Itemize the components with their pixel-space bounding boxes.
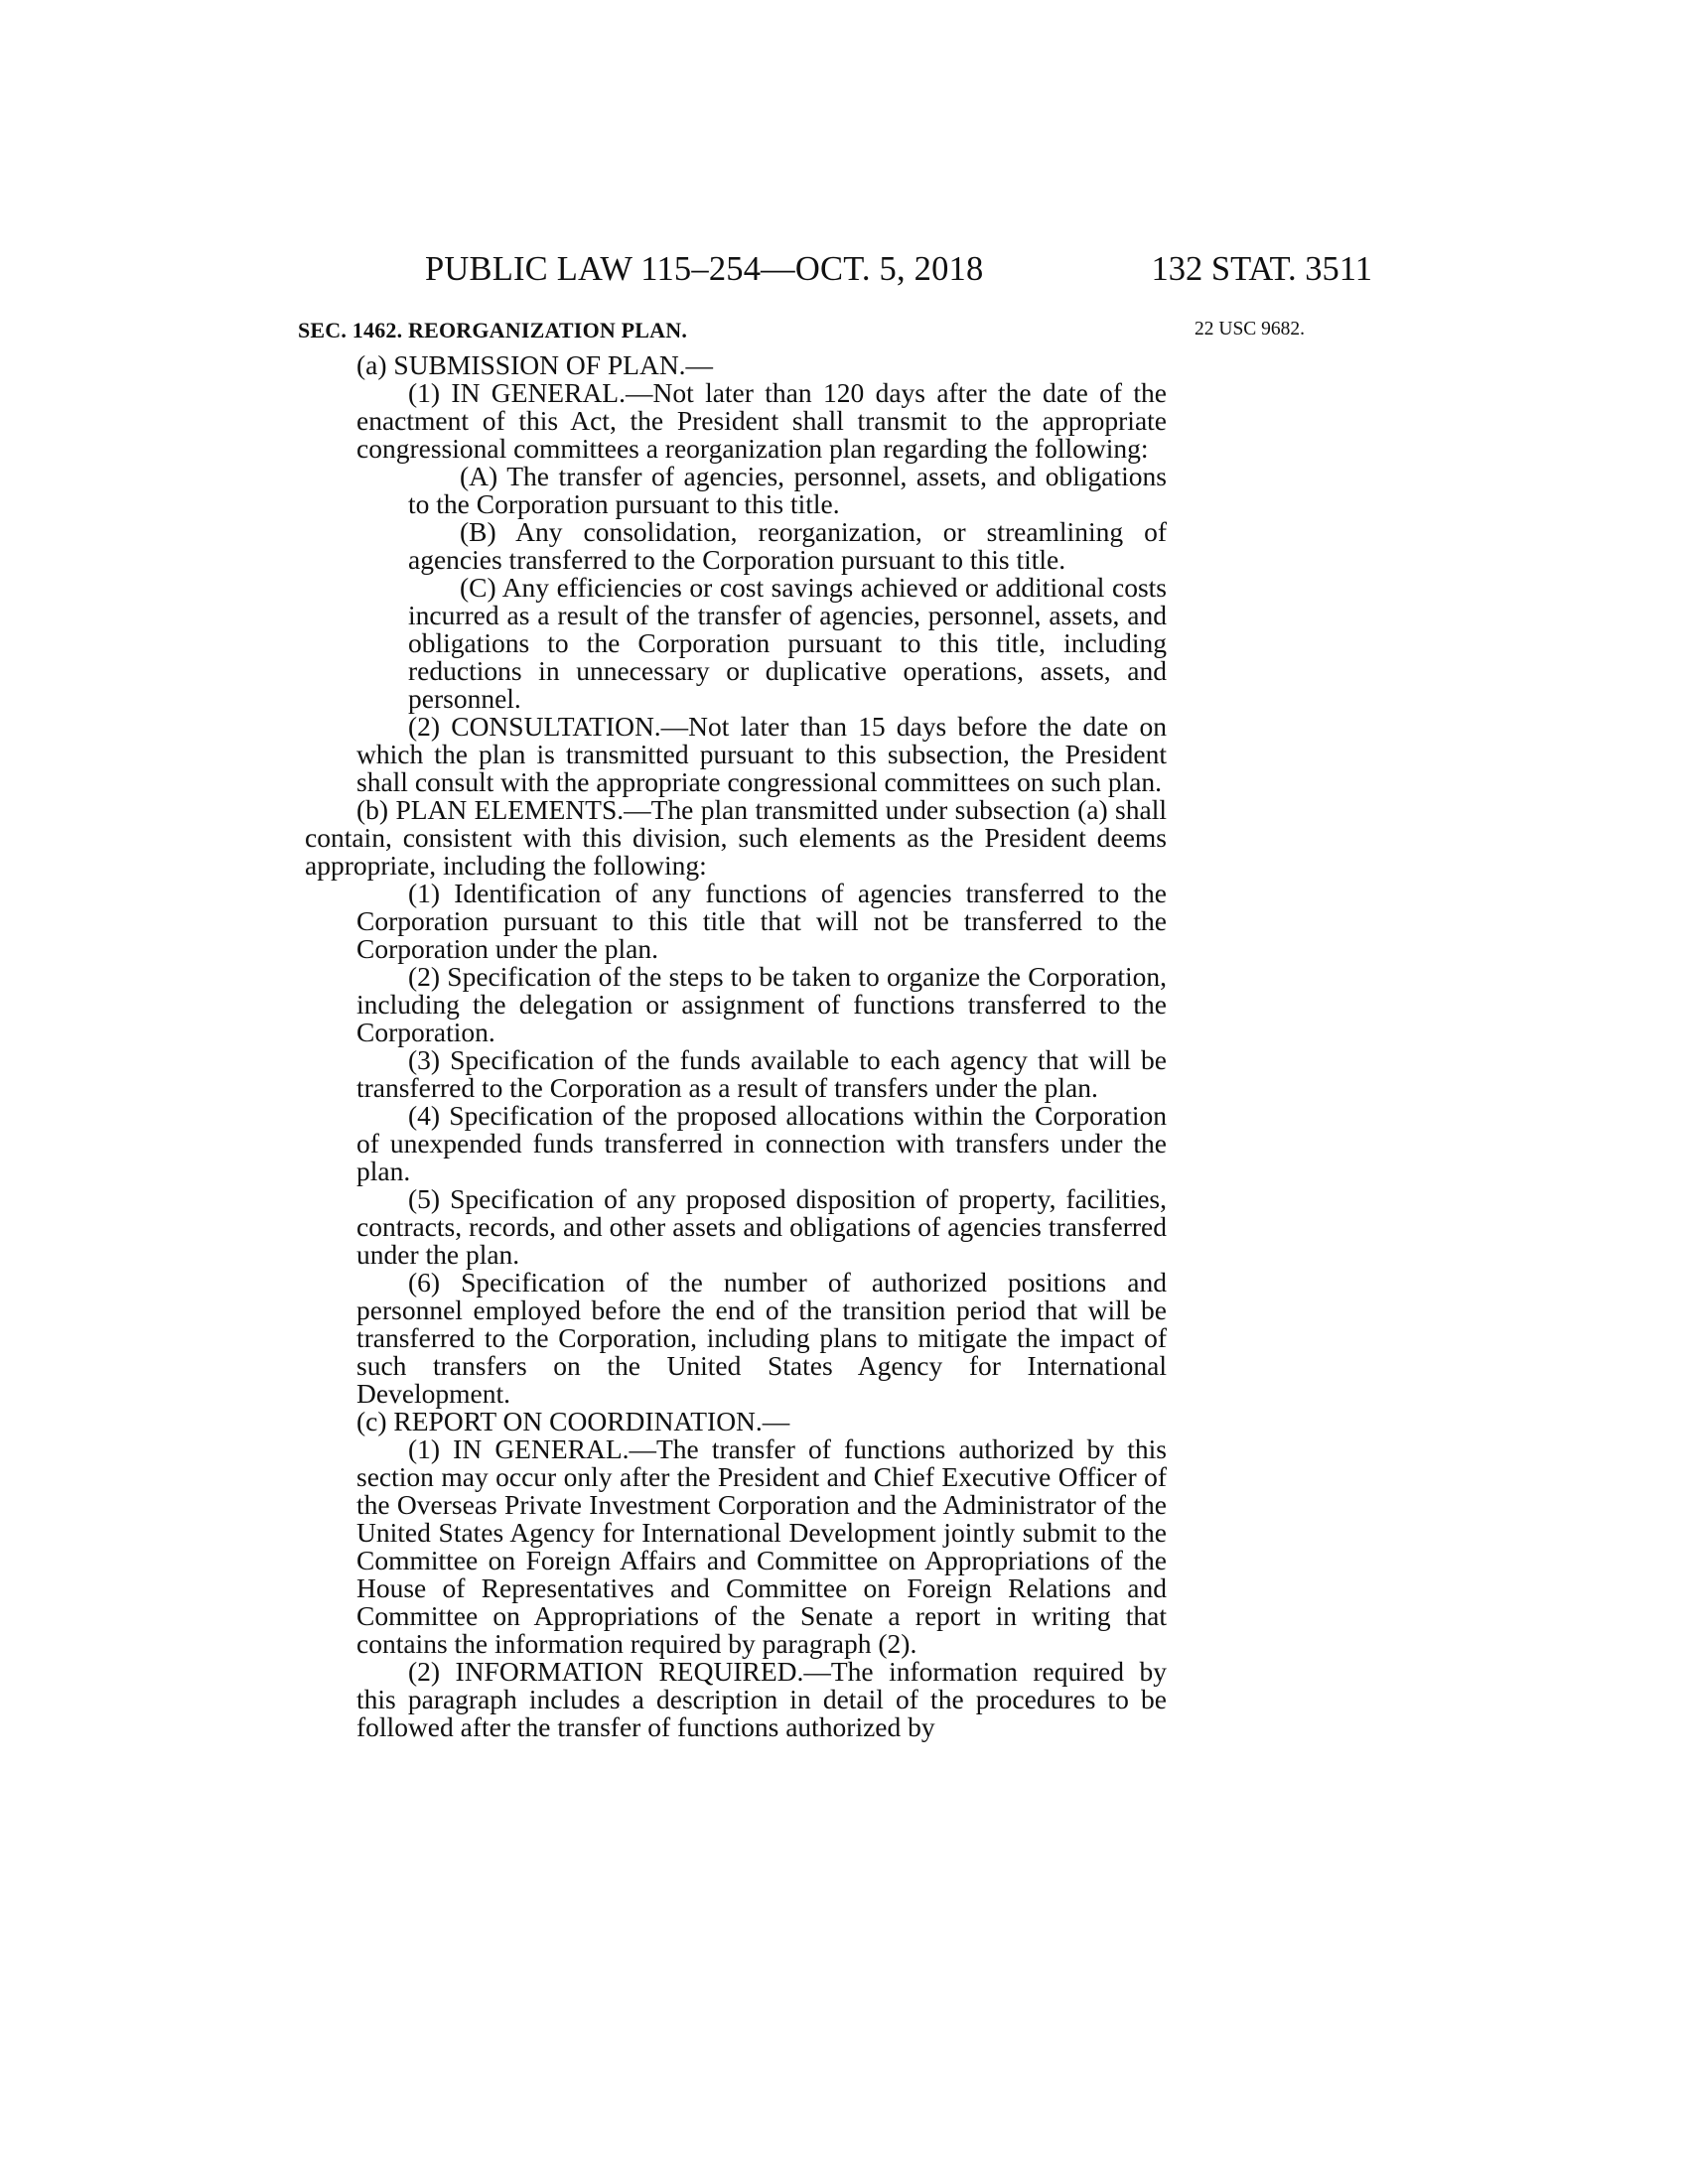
para-b6: (6) Specification of the number of authorized positions and personnel employed before the end of the transition period that will be transferred to the Corporation, including plans to mitigate the impact of such transfers on the United States Agency for International Development. [356,1267,1167,1409]
para-b4: (4) Specification of the proposed allocations within the Corporation of unexpended funds transferred in connection with transfers under the plan. [356,1100,1167,1186]
para-a1-B: (B) Any consolidation, reorganization, or streamlining of agencies transferred to the Corporation pursuant to this title. [408,516,1167,575]
para-c2: (2) INFORMATION REQUIRED.—The information required by this paragraph includes a description in detail of the procedures to be followed after the transfer of functions authorized by [356,1656,1167,1742]
para-a1-A: (A) The transfer of agencies, personnel, assets, and obligations to the Corporation pursuant to this title. [408,461,1167,519]
para-b5: (5) Specification of any proposed disposition of property, facilities, contracts, records, and other assets and obligations of agencies transferred under the plan. [356,1183,1167,1270]
running-head [298,250,1372,290]
margin-note-usc: 22 USC 9682. [1195,319,1306,340]
para-b2: (2) Specification of the steps to be taken to organize the Corporation, including the delegation or assignment of functions transferred to the Corporation. [356,961,1167,1047]
para-b: (b) PLAN ELEMENTS.—The plan transmitted under subsection (a) shall contain, consistent with this division, such elements as the President deems appropriate, including the following: [305,794,1167,881]
para-a2: (2) CONSULTATION.—Not later than 15 days before the date on which the plan is transmitted pursuant to this subsection, the President shall consult with the appropriate congressional committees on such plan. [356,711,1167,797]
page-header-stat: 132 STAT. 3511 [1151,250,1372,288]
para-c-heading: (c) REPORT ON COORDINATION.— [356,1406,790,1436]
para-c1: (1) IN GENERAL.—The transfer of functions authorized by this section may occur only after the President and Chief Executive Officer of the Overseas Private Investment Corporation and the Administrator of the United States Agency for International Development jointly submit to the Committee on Foreign Affairs and Committee on Appropriations of the House of Representatives and Committee on Foreign Relations and Committee on Appropriations of the Senate a report in writing that contains the information required by paragraph (2). [356,1433,1167,1659]
para-a-heading: (a) SUBMISSION OF PLAN.— [356,349,714,380]
para-a1: (1) IN GENERAL.—Not later than 120 days after the date of the enactment of this Act, the President shall transmit to the appropriate congressional committees a reorganization plan regarding the following: [356,377,1167,464]
section-heading: SEC. 1462. REORGANIZATION PLAN. [298,318,688,342]
section-body [305,351,1167,1741]
page-header-title: PUBLIC LAW 115–254—OCT. 5, 2018 [425,250,984,288]
para-b3: (3) Specification of the funds available to each agency that will be transferred to the Corporation as a result of transfers under the plan. [356,1044,1167,1103]
para-a1-C: (C) Any efficiencies or cost savings achieved or additional costs incurred as a result of the transfer of agencies, personnel, assets, and obligations to the Corporation pursuant to this title, including reductions in unnecessary or duplicative operations, assets, and personnel. [408,572,1167,714]
para-b1: (1) Identification of any functions of agencies transferred to the Corporation pursuant to this title that will not be transferred to the Corporation under the plan. [356,878,1167,964]
